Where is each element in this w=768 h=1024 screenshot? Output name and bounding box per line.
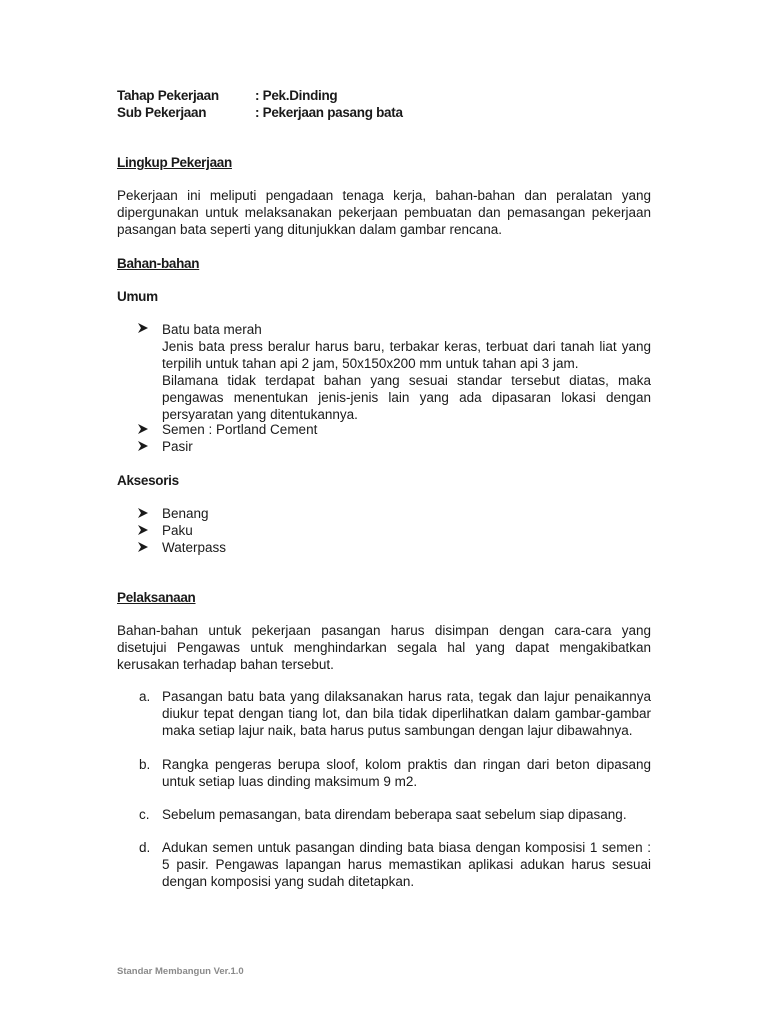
arrowhead-bullet-icon: [137, 524, 149, 539]
arrowhead-bullet-icon: [137, 541, 149, 556]
list-item-text: Pasangan batu bata yang dilaksanakan harus rata, tegak dan lajur penaikannya diukur tepat dengan tiang lot, dan bila tidak diperlihatkan dalam gambar-gambar maka setiap lajur naik, bata harus putus sambungan dengan lajur dibawahnya.: [162, 689, 651, 738]
list-item-text: Rangka pengeras berupa sloof, kolom praktis dan ringan dari beton dipasang untuk setiap luas dinding maksimum 9 m2.: [162, 757, 651, 789]
arrowhead-bullet-icon: [137, 322, 149, 337]
arrowhead-bullet-icon: [137, 440, 149, 455]
bahan-heading: Bahan-bahan: [117, 256, 200, 271]
pelaksanaan-heading: Pelaksanaan: [117, 590, 196, 605]
lingkup-paragraph: Pekerjaan ini meliputi pengadaan tenaga kerja, bahan-bahan dan peralatan yang dipergunakan untuk melaksanakan pekerjaan pembuatan dan pemasangan pekerjaan pasangan bata seperti yang ditunjukkan dalam gambar rencana.: [117, 188, 651, 237]
umum-heading: Umum: [117, 289, 158, 304]
list-item-label: Pasir: [162, 439, 193, 454]
list-marker: c.: [139, 807, 150, 822]
list-item-text: Adukan semen untuk pasangan dinding bata biasa dengan komposisi 1 semen : 5 pasir. Pengawas lapangan harus memastikan aplikasi adukan harus sesuai dengan komposisi yang sudah ditetapkan.: [162, 840, 651, 889]
lingkup-heading: Lingkup Pekerjaan: [117, 155, 232, 170]
list-item-label: Waterpass: [162, 540, 227, 555]
list-marker: b.: [139, 757, 151, 772]
list-item-text: Sebelum pemasangan, bata direndam beberapa saat sebelum siap dipasang.: [162, 807, 627, 822]
list-item-detail: Bilamana tidak terdapat bahan yang sesuai standar tersebut diatas, maka pengawas menentukan jenis-jenis lain yang ada dipasaran lokasi dengan persyaratan yang ditentukannya.: [162, 373, 651, 422]
arrowhead-bullet-icon: [137, 507, 149, 522]
list-item-label: Benang: [162, 506, 209, 521]
list-item-label: Semen : Portland Cement: [162, 422, 318, 437]
arrowhead-bullet-icon: [137, 423, 149, 438]
sub-value: : Pekerjaan pasang bata: [255, 105, 403, 120]
list-marker: d.: [139, 840, 151, 855]
pelaksanaan-intro: Bahan-bahan untuk pekerjaan pasangan harus disimpan dengan cara-cara yang disetujui Pengawas untuk menghindarkan segala hal yang dapat mengakibatkan kerusakan terhadap bahan tersebut.: [117, 623, 651, 672]
footer-text: Standar Membangun Ver.1.0: [117, 966, 244, 977]
list-item-label: Paku: [162, 523, 193, 538]
list-item-detail: Jenis bata press beralur harus baru, terbakar keras, terbuat dari tanah liat yang terpilih untuk tahan api 2 jam, 50x150x200 mm untuk tahan api 3 jam.: [162, 339, 651, 371]
list-item-label: Batu bata merah: [162, 322, 262, 337]
sub-label: Sub Pekerjaan: [117, 105, 207, 120]
tahap-value: : Pek.Dinding: [255, 88, 338, 103]
tahap-label: Tahap Pekerjaan: [117, 88, 219, 103]
list-marker: a.: [139, 689, 151, 704]
aksesoris-heading: Aksesoris: [117, 473, 179, 488]
